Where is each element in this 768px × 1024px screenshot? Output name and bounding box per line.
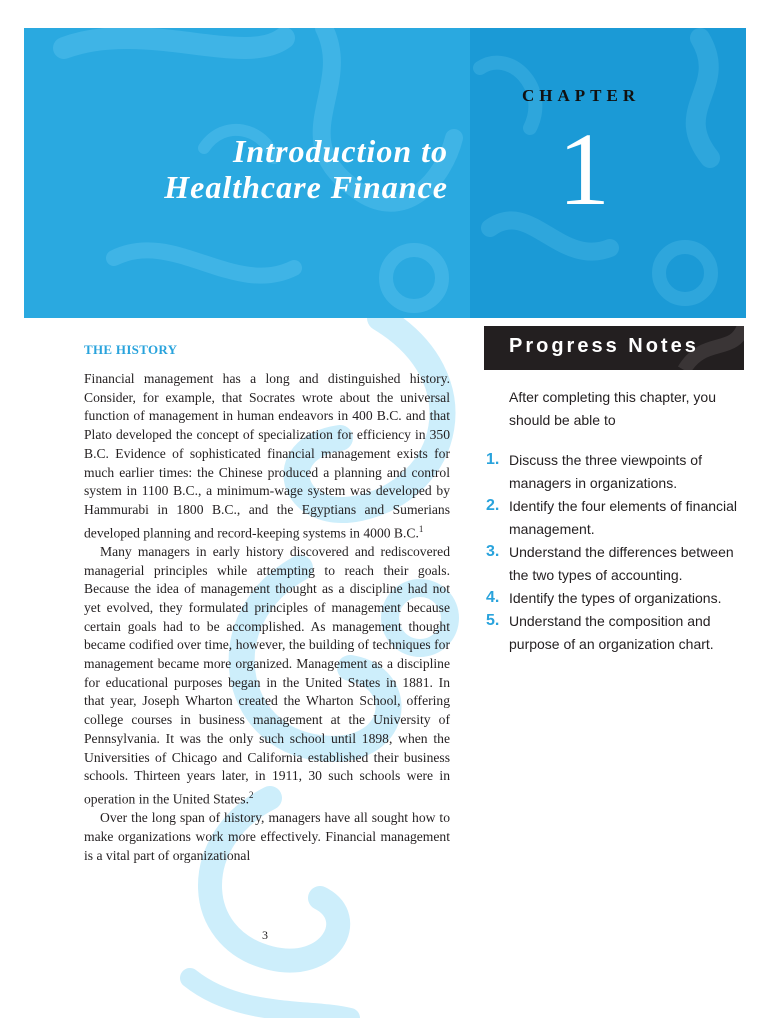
objective-number: 5. bbox=[486, 612, 500, 629]
body-paragraph-1-text: Financial management has a long and distinguished history. Consider, for example, that Socrates wrote about the universal function of management in human endeavors in 400 B.C. and that Plato developed the concept of specialization for efficiency in 350 B.C. Evidence of sophisticated financial management exists for much earlier times: the Chinese produced a planning and control system in 1100 B.C., a minimum-wage system was developed by Hammurabi in 1800 B.C., and the Egyptians and Sumerians developed planning and record-keeping systems in 4000 B.C. bbox=[84, 371, 450, 541]
footnote-ref-1[interactable]: 1 bbox=[418, 523, 424, 534]
objective-text: Understand the differences between the two types of accounting. bbox=[509, 544, 734, 583]
body-text bbox=[84, 370, 450, 865]
objective-item bbox=[486, 495, 744, 541]
objective-text: Identify the types of organizations. bbox=[509, 590, 722, 606]
objective-item bbox=[486, 541, 744, 587]
body-paragraph-2 bbox=[84, 543, 450, 809]
footnote-ref-2[interactable]: 2 bbox=[248, 790, 254, 800]
learning-objectives-list bbox=[486, 449, 744, 656]
body-paragraph-2-text: Many managers in early history discovered and rediscovered managerial principles while attempting to reach their goals. Because the idea of management thought as a discipline had not yet evolved, they formulated principles of management because certain goals had to be accomplished. As management thought became codified over time, however, the building of techniques for management became more organized. Management as a discipline for educational purposes began in the United States in 1881. In that year, Joseph Wharton created the Wharton School, offering college courses in business management at the University of Pennsylvania. It was the only such school until 1898, when the Universities of Chicago and California established their business schools. Thirteen years later, in 1911, 30 such schools were in operation in the United States. bbox=[84, 543, 450, 807]
chapter-number: 1 bbox=[558, 112, 610, 227]
objective-text: Identify the four elements of financial management. bbox=[509, 498, 738, 537]
objective-number: 4. bbox=[486, 589, 500, 606]
objective-text: Understand the composition and purpose of an organization chart. bbox=[509, 613, 714, 652]
objective-item bbox=[486, 449, 744, 495]
objective-number: 3. bbox=[486, 543, 500, 560]
objective-number: 1. bbox=[486, 451, 500, 468]
objective-item bbox=[486, 587, 744, 610]
page-number: 3 bbox=[262, 928, 268, 942]
chapter-title-line-2: Healthcare Finance bbox=[164, 169, 448, 205]
section-heading: THE HISTORY bbox=[84, 342, 178, 357]
objective-text: Discuss the three viewpoints of managers in organizations. bbox=[509, 452, 702, 491]
objective-number: 2. bbox=[486, 497, 500, 514]
chapter-title-line-1: Introduction to bbox=[232, 133, 448, 169]
objective-item bbox=[486, 610, 744, 656]
chapter-title bbox=[164, 133, 448, 205]
body-paragraph-1 bbox=[84, 370, 450, 543]
progress-notes-title: Progress Notes bbox=[509, 335, 699, 357]
progress-notes-intro: After completing this chapter, you should be able to bbox=[509, 389, 716, 428]
chapter-label: CHAPTER bbox=[522, 86, 641, 105]
body-paragraph-3: Over the long span of history, managers have all sought how to make organizations work more effectively. Financial management is a vital part of organizational bbox=[84, 810, 450, 863]
